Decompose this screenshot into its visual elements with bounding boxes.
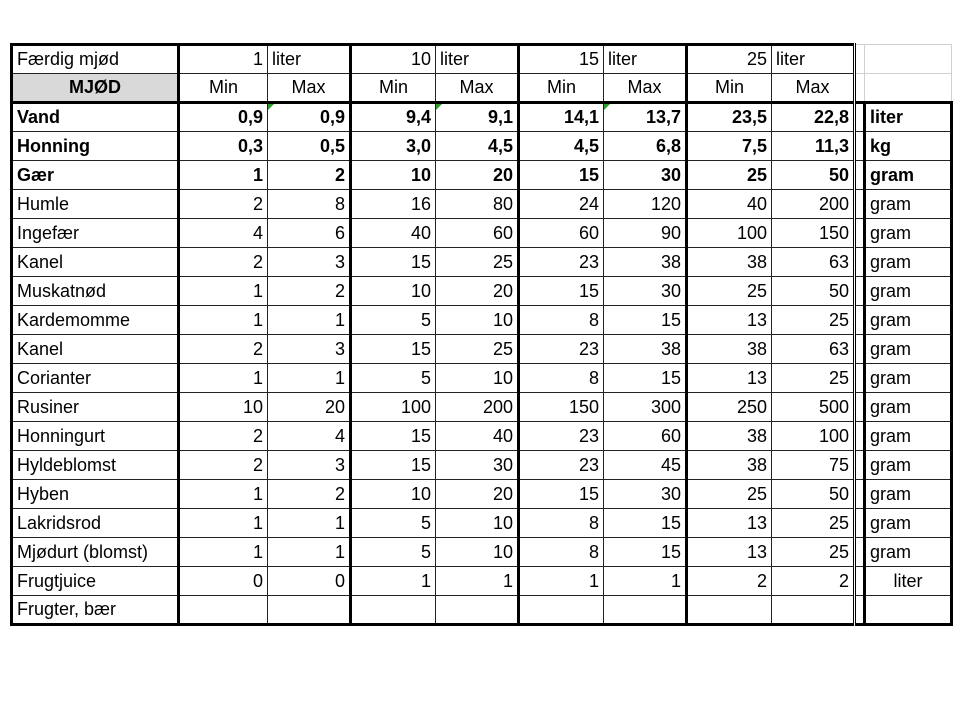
- amount-cell-1[interactable]: 1: [268, 306, 351, 335]
- amount-cell-2[interactable]: 15: [351, 451, 436, 480]
- amount-cell-2[interactable]: 10: [351, 161, 436, 190]
- amount-cell-2[interactable]: 9,4: [351, 103, 436, 132]
- amount-cell-5[interactable]: 1: [604, 567, 687, 596]
- amount-cell-3[interactable]: 25: [436, 335, 519, 364]
- amount-cell-1[interactable]: 20: [268, 393, 351, 422]
- amount-cell-1[interactable]: 2: [268, 277, 351, 306]
- ingredient-row: [12, 248, 952, 277]
- minmax-header-7[interactable]: Max: [772, 74, 855, 103]
- amount-cell-1[interactable]: 6: [268, 219, 351, 248]
- amount-cell-1[interactable]: 1: [268, 538, 351, 567]
- amount-cell-1[interactable]: 3: [268, 248, 351, 277]
- ingredient-row: [12, 219, 952, 248]
- amount-cell-5[interactable]: 45: [604, 451, 687, 480]
- unit-cell[interactable]: gram: [865, 364, 952, 393]
- ingredient-name[interactable]: Ingefær: [12, 219, 179, 248]
- amount-cell-5[interactable]: [604, 596, 687, 625]
- subheader-row: [12, 74, 952, 103]
- amount-cell-0[interactable]: [179, 596, 268, 625]
- minmax-header-0[interactable]: Min: [179, 74, 268, 103]
- ingredient-row: [12, 161, 952, 190]
- amount-cell-0[interactable]: 2: [179, 451, 268, 480]
- minmax-header-3[interactable]: Max: [436, 74, 519, 103]
- amount-cell-2[interactable]: 15: [351, 335, 436, 364]
- amount-cell-6[interactable]: 13: [687, 538, 772, 567]
- amount-cell-4[interactable]: 15: [519, 277, 604, 306]
- unit-cell[interactable]: gram: [865, 161, 952, 190]
- amount-cell-3[interactable]: 40: [436, 422, 519, 451]
- ingredient-row: [12, 190, 952, 219]
- amount-cell-5[interactable]: 30: [604, 161, 687, 190]
- amount-cell-5[interactable]: 90: [604, 219, 687, 248]
- ingredient-name[interactable]: Hyldeblomst: [12, 451, 179, 480]
- spacer-cell[interactable]: [855, 538, 865, 567]
- ingredient-name[interactable]: Kanel: [12, 248, 179, 277]
- amount-cell-7[interactable]: 63: [772, 335, 855, 364]
- ingredient-name[interactable]: Humle: [12, 190, 179, 219]
- ingredient-row: [12, 451, 952, 480]
- amount-cell-6[interactable]: 38: [687, 335, 772, 364]
- amount-cell-5[interactable]: 38: [604, 248, 687, 277]
- ingredient-row: [12, 277, 952, 306]
- amount-cell-0[interactable]: 0,9: [179, 103, 268, 132]
- ingredient-row: [12, 132, 952, 161]
- ingredient-name[interactable]: Honningurt: [12, 422, 179, 451]
- amount-cell-0[interactable]: 0: [179, 567, 268, 596]
- ingredient-row: [12, 538, 952, 567]
- amount-cell-7[interactable]: 50: [772, 277, 855, 306]
- unit-cell[interactable]: [865, 596, 952, 625]
- amount-cell-1[interactable]: 0,9: [268, 103, 351, 132]
- ingredient-row: [12, 480, 952, 509]
- amount-cell-6[interactable]: 25: [687, 480, 772, 509]
- amount-cell-0[interactable]: 1: [179, 306, 268, 335]
- amount-cell-0[interactable]: 2: [179, 335, 268, 364]
- amount-cell-6[interactable]: 250: [687, 393, 772, 422]
- amount-cell-7[interactable]: 63: [772, 248, 855, 277]
- amount-cell-3[interactable]: 200: [436, 393, 519, 422]
- minmax-header-6[interactable]: Min: [687, 74, 772, 103]
- ingredient-name[interactable]: Kardemomme: [12, 306, 179, 335]
- unit-cell[interactable]: gram: [865, 393, 952, 422]
- amount-cell-1[interactable]: [268, 596, 351, 625]
- amount-cell-4[interactable]: 15: [519, 480, 604, 509]
- amount-cell-5[interactable]: 15: [604, 364, 687, 393]
- amount-cell-5[interactable]: 60: [604, 422, 687, 451]
- amount-cell-7[interactable]: 25: [772, 538, 855, 567]
- spacer-cell[interactable]: [855, 103, 865, 132]
- header-title[interactable]: Færdig mjød: [12, 45, 179, 74]
- amount-cell-5[interactable]: 15: [604, 538, 687, 567]
- amount-cell-0[interactable]: 1: [179, 161, 268, 190]
- amount-cell-6[interactable]: 38: [687, 248, 772, 277]
- amount-cell-7[interactable]: 11,3: [772, 132, 855, 161]
- amount-cell-5[interactable]: 15: [604, 509, 687, 538]
- amount-cell-4[interactable]: 23: [519, 451, 604, 480]
- unit-cell[interactable]: gram: [865, 422, 952, 451]
- amount-cell-7[interactable]: 50: [772, 480, 855, 509]
- amount-cell-6[interactable]: 2: [687, 567, 772, 596]
- amount-cell-1[interactable]: 3: [268, 335, 351, 364]
- amount-cell-3[interactable]: 80: [436, 190, 519, 219]
- ingredient-name[interactable]: Mjødurt (blomst): [12, 538, 179, 567]
- ingredient-row: [12, 509, 952, 538]
- spacer-cell[interactable]: [855, 306, 865, 335]
- ingredient-name[interactable]: Hyben: [12, 480, 179, 509]
- spacer-cell[interactable]: [855, 364, 865, 393]
- amount-cell-4[interactable]: 23: [519, 248, 604, 277]
- amount-cell-4[interactable]: 14,1: [519, 103, 604, 132]
- amount-cell-6[interactable]: 13: [687, 306, 772, 335]
- spacer-cell[interactable]: [855, 422, 865, 451]
- amount-cell-3[interactable]: 10: [436, 538, 519, 567]
- batch-size-0[interactable]: 1: [179, 45, 268, 74]
- unit-cell[interactable]: gram: [865, 451, 952, 480]
- amount-cell-7[interactable]: 22,8: [772, 103, 855, 132]
- minmax-header-4[interactable]: Min: [519, 74, 604, 103]
- ingredient-name[interactable]: Frugtjuice: [12, 567, 179, 596]
- amount-cell-6[interactable]: 13: [687, 509, 772, 538]
- amount-cell-5[interactable]: 30: [604, 480, 687, 509]
- unit-cell[interactable]: gram: [865, 190, 952, 219]
- amount-cell-4[interactable]: 15: [519, 161, 604, 190]
- amount-cell-0[interactable]: 2: [179, 422, 268, 451]
- ingredient-name[interactable]: Corianter: [12, 364, 179, 393]
- amount-cell-3[interactable]: 20: [436, 277, 519, 306]
- batch-unit-1[interactable]: liter: [436, 45, 519, 74]
- unit-cell[interactable]: gram: [865, 509, 952, 538]
- spacer-cell[interactable]: [855, 509, 865, 538]
- amount-cell-7[interactable]: 25: [772, 509, 855, 538]
- amount-cell-5[interactable]: 30: [604, 277, 687, 306]
- amount-cell-5[interactable]: 120: [604, 190, 687, 219]
- amount-cell-3[interactable]: 9,1: [436, 103, 519, 132]
- amount-cell-4[interactable]: [519, 596, 604, 625]
- comment-marker-icon: [436, 104, 442, 110]
- ingredient-row: [12, 567, 952, 596]
- amount-cell-7[interactable]: 200: [772, 190, 855, 219]
- spacer-cell[interactable]: [855, 335, 865, 364]
- amount-cell-1[interactable]: 2: [268, 480, 351, 509]
- amount-cell-1[interactable]: 1: [268, 364, 351, 393]
- amount-cell-3[interactable]: [436, 596, 519, 625]
- ingredient-row: [12, 393, 952, 422]
- amount-cell-6[interactable]: 38: [687, 422, 772, 451]
- amount-cell-0[interactable]: 2: [179, 248, 268, 277]
- spacer-cell[interactable]: [855, 45, 865, 74]
- amount-cell-2[interactable]: 3,0: [351, 132, 436, 161]
- amount-cell-3[interactable]: 25: [436, 248, 519, 277]
- amount-cell-5[interactable]: 13,7: [604, 103, 687, 132]
- amount-cell-6[interactable]: 38: [687, 451, 772, 480]
- amount-cell-4[interactable]: 4,5: [519, 132, 604, 161]
- ingredient-row: [12, 596, 952, 625]
- amount-cell-7[interactable]: 2: [772, 567, 855, 596]
- amount-cell-6[interactable]: 40: [687, 190, 772, 219]
- ingredient-name[interactable]: Muskatnød: [12, 277, 179, 306]
- amount-cell-2[interactable]: 10: [351, 277, 436, 306]
- batch-unit-0[interactable]: liter: [268, 45, 351, 74]
- ingredient-row: [12, 335, 952, 364]
- amount-cell-3[interactable]: 10: [436, 509, 519, 538]
- amount-cell-7[interactable]: 150: [772, 219, 855, 248]
- amount-cell-2[interactable]: 5: [351, 306, 436, 335]
- amount-cell-1[interactable]: 1: [268, 509, 351, 538]
- amount-cell-1[interactable]: 4: [268, 422, 351, 451]
- unit-cell[interactable]: gram: [865, 277, 952, 306]
- spacer-cell[interactable]: [855, 277, 865, 306]
- spacer-cell[interactable]: [855, 74, 865, 103]
- batch-size-2[interactable]: 15: [519, 45, 604, 74]
- amount-cell-0[interactable]: 2: [179, 190, 268, 219]
- amount-cell-2[interactable]: 15: [351, 248, 436, 277]
- amount-cell-7[interactable]: 25: [772, 364, 855, 393]
- amount-cell-2[interactable]: 15: [351, 422, 436, 451]
- amount-cell-1[interactable]: 2: [268, 161, 351, 190]
- batch-unit-3[interactable]: liter: [772, 45, 855, 74]
- minmax-header-2[interactable]: Min: [351, 74, 436, 103]
- unit-cell[interactable]: kg: [865, 132, 952, 161]
- amount-cell-4[interactable]: 8: [519, 538, 604, 567]
- unit-cell[interactable]: liter: [865, 567, 952, 596]
- amount-cell-4[interactable]: 23: [519, 422, 604, 451]
- spacer-cell[interactable]: [855, 393, 865, 422]
- amount-cell-4[interactable]: 8: [519, 306, 604, 335]
- amount-cell-2[interactable]: 40: [351, 219, 436, 248]
- spacer-cell[interactable]: [855, 596, 865, 625]
- amount-cell-1[interactable]: 0: [268, 567, 351, 596]
- amount-cell-4[interactable]: 23: [519, 335, 604, 364]
- amount-cell-3[interactable]: 1: [436, 567, 519, 596]
- batch-unit-2[interactable]: liter: [604, 45, 687, 74]
- recipe-table: [10, 43, 953, 626]
- amount-cell-0[interactable]: 1: [179, 509, 268, 538]
- amount-cell-0[interactable]: 10: [179, 393, 268, 422]
- ingredient-row: [12, 306, 952, 335]
- amount-cell-6[interactable]: 25: [687, 277, 772, 306]
- amount-cell-0[interactable]: 4: [179, 219, 268, 248]
- unit-cell[interactable]: gram: [865, 538, 952, 567]
- amount-cell-2[interactable]: 5: [351, 509, 436, 538]
- ingredient-name[interactable]: Lakridsrod: [12, 509, 179, 538]
- amount-cell-7[interactable]: 50: [772, 161, 855, 190]
- unit-cell[interactable]: gram: [865, 335, 952, 364]
- amount-cell-6[interactable]: 100: [687, 219, 772, 248]
- amount-cell-3[interactable]: 10: [436, 364, 519, 393]
- unit-cell[interactable]: gram: [865, 219, 952, 248]
- amount-cell-2[interactable]: [351, 596, 436, 625]
- amount-cell-0[interactable]: 1: [179, 538, 268, 567]
- amount-cell-7[interactable]: 25: [772, 306, 855, 335]
- amount-cell-3[interactable]: 20: [436, 480, 519, 509]
- amount-cell-6[interactable]: [687, 596, 772, 625]
- minmax-header-1[interactable]: Max: [268, 74, 351, 103]
- amount-cell-4[interactable]: 150: [519, 393, 604, 422]
- amount-cell-4[interactable]: 24: [519, 190, 604, 219]
- amount-cell-3[interactable]: 20: [436, 161, 519, 190]
- spacer-cell[interactable]: [855, 161, 865, 190]
- spacer-cell[interactable]: [855, 190, 865, 219]
- amount-cell-4[interactable]: 60: [519, 219, 604, 248]
- spacer-cell[interactable]: [855, 480, 865, 509]
- amount-cell-0[interactable]: 1: [179, 480, 268, 509]
- amount-cell-3[interactable]: 30: [436, 451, 519, 480]
- amount-cell-5[interactable]: 6,8: [604, 132, 687, 161]
- amount-cell-0[interactable]: 1: [179, 277, 268, 306]
- spacer-cell[interactable]: [855, 451, 865, 480]
- amount-cell-4[interactable]: 8: [519, 509, 604, 538]
- amount-cell-2[interactable]: 10: [351, 480, 436, 509]
- amount-cell-3[interactable]: 10: [436, 306, 519, 335]
- amount-cell-3[interactable]: 4,5: [436, 132, 519, 161]
- amount-cell-6[interactable]: 25: [687, 161, 772, 190]
- amount-cell-6[interactable]: 23,5: [687, 103, 772, 132]
- ingredient-name[interactable]: Kanel: [12, 335, 179, 364]
- spacer-cell[interactable]: [855, 219, 865, 248]
- amount-cell-2[interactable]: 1: [351, 567, 436, 596]
- amount-cell-7[interactable]: [772, 596, 855, 625]
- ingredient-name[interactable]: Honning: [12, 132, 179, 161]
- unit-header-cell[interactable]: [865, 74, 952, 103]
- amount-cell-2[interactable]: 5: [351, 364, 436, 393]
- comment-marker-icon: [604, 104, 610, 110]
- amount-cell-0[interactable]: 0,3: [179, 132, 268, 161]
- amount-cell-6[interactable]: 13: [687, 364, 772, 393]
- amount-cell-0[interactable]: 1: [179, 364, 268, 393]
- ingredient-row: [12, 103, 952, 132]
- ingredient-name[interactable]: Frugter, bær: [12, 596, 179, 625]
- mjod-label[interactable]: MJØD: [12, 74, 179, 103]
- amount-cell-1[interactable]: 3: [268, 451, 351, 480]
- header-row: [12, 45, 952, 74]
- ingredient-name[interactable]: Gær: [12, 161, 179, 190]
- unit-cell[interactable]: liter: [865, 103, 952, 132]
- amount-cell-5[interactable]: 300: [604, 393, 687, 422]
- amount-cell-5[interactable]: 15: [604, 306, 687, 335]
- amount-cell-1[interactable]: 8: [268, 190, 351, 219]
- unit-cell[interactable]: gram: [865, 248, 952, 277]
- spacer-cell[interactable]: [855, 248, 865, 277]
- amount-cell-5[interactable]: 38: [604, 335, 687, 364]
- amount-cell-3[interactable]: 60: [436, 219, 519, 248]
- unit-cell[interactable]: gram: [865, 306, 952, 335]
- batch-size-3[interactable]: 25: [687, 45, 772, 74]
- amount-cell-4[interactable]: 1: [519, 567, 604, 596]
- amount-cell-7[interactable]: 75: [772, 451, 855, 480]
- ingredient-row: [12, 364, 952, 393]
- amount-cell-2[interactable]: 16: [351, 190, 436, 219]
- spacer-cell[interactable]: [855, 567, 865, 596]
- amount-cell-7[interactable]: 500: [772, 393, 855, 422]
- batch-size-1[interactable]: 10: [351, 45, 436, 74]
- amount-cell-2[interactable]: 5: [351, 538, 436, 567]
- unit-header-cell[interactable]: [865, 45, 952, 74]
- amount-cell-4[interactable]: 8: [519, 364, 604, 393]
- ingredient-name[interactable]: Rusiner: [12, 393, 179, 422]
- ingredient-name[interactable]: Vand: [12, 103, 179, 132]
- spacer-cell[interactable]: [855, 132, 865, 161]
- minmax-header-5[interactable]: Max: [604, 74, 687, 103]
- amount-cell-1[interactable]: 0,5: [268, 132, 351, 161]
- amount-cell-7[interactable]: 100: [772, 422, 855, 451]
- comment-marker-icon: [268, 104, 274, 110]
- unit-cell[interactable]: gram: [865, 480, 952, 509]
- amount-cell-2[interactable]: 100: [351, 393, 436, 422]
- ingredient-row: [12, 422, 952, 451]
- amount-cell-6[interactable]: 7,5: [687, 132, 772, 161]
